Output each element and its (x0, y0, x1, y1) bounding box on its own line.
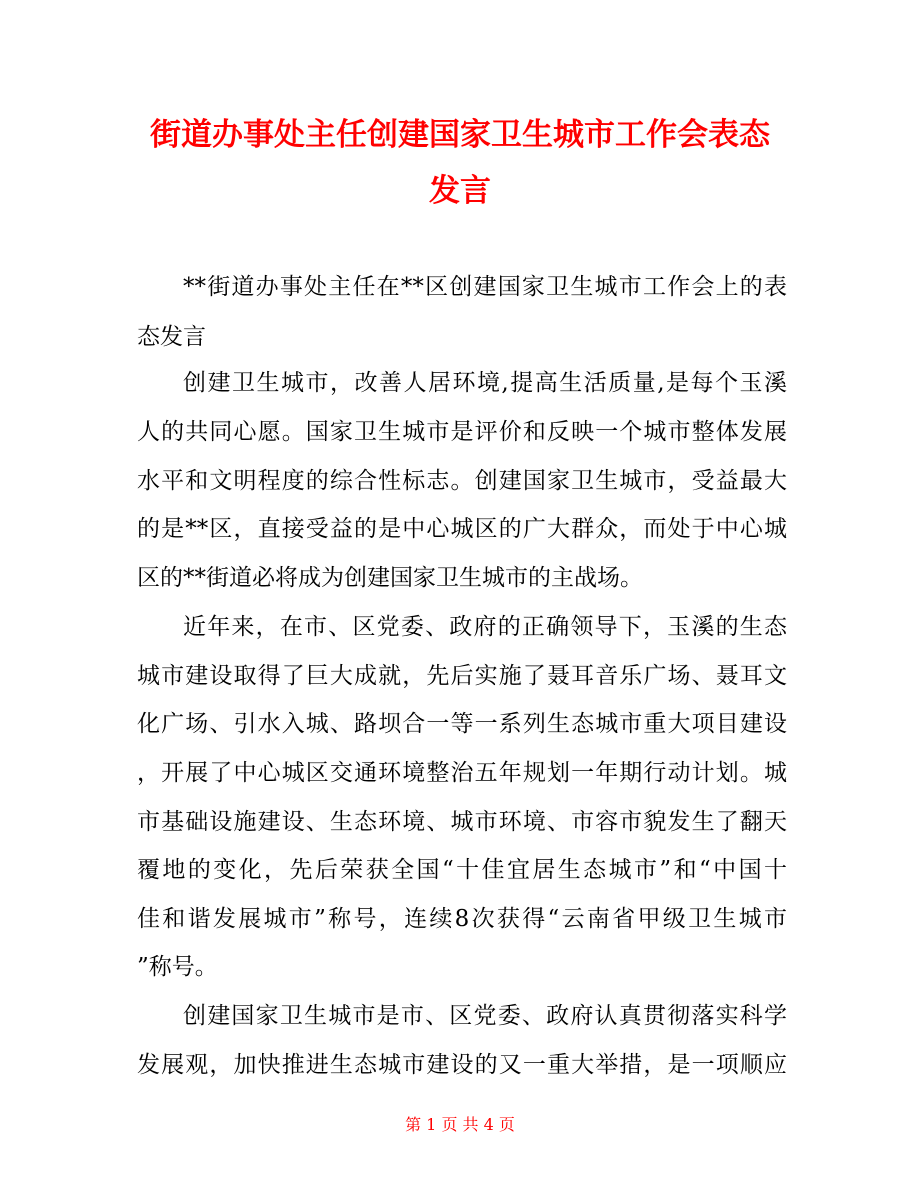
paragraph-line: 覆地的变化，先后荣获全国“十佳宜居生态城市”和“中国十 (137, 857, 787, 883)
paragraph-line: 佳和谐发展城市”称号，连续8次获得“云南省甲级卫生城市 (137, 906, 787, 932)
paragraph-line: ”称号。 (137, 954, 218, 980)
paragraph-line: 发展观，加快推进生态城市建设的又一重大举措，是一项顺应 (137, 1052, 787, 1078)
paragraph-line: 区的**街道必将成为创建国家卫生城市的主战场。 (137, 565, 643, 591)
paragraph-line: 近年来，在市、区党委、政府的正确领导下，玉溪的生态 (183, 614, 787, 640)
page-number-footer: 第 1 页 共 4 页 (405, 1115, 515, 1134)
paragraph-line: 水平和文明程度的综合性标志。创建国家卫生城市，受益最大 (137, 468, 787, 494)
paragraph-line: 化广场、引水入城、路坝合一等一系列生态城市重大项目建设 (137, 711, 787, 737)
paragraph-line: 创建国家卫生城市是市、区党委、政府认真贯彻落实科学 (183, 1003, 787, 1029)
paragraph-line: 城市建设取得了巨大成就，先后实施了聂耳音乐广场、聂耳文 (137, 663, 787, 689)
paragraph-line: ，开展了中心城区交通环境整治五年规划一年期行动计划。城 (137, 760, 787, 786)
paragraph-line: 创建卫生城市，改善人居环境,提高生活质量,是每个玉溪 (183, 370, 787, 396)
paragraph-line: 市基础设施建设、生态环境、城市环境、市容市貌发生了翻天 (137, 809, 787, 835)
paragraph-line: 的是**区，直接受益的是中心城区的广大群众，而处于中心城 (137, 516, 787, 542)
document-title-line-1: 街道办事处主任创建国家卫生城市工作会表态 (150, 117, 770, 153)
paragraph-line: 人的共同心愿。国家卫生城市是评价和反映一个城市整体发展 (137, 419, 787, 445)
paragraph-line: 态发言 (137, 324, 206, 350)
document-title-line-2: 发言 (429, 173, 491, 209)
paragraph-line: **街道办事处主任在**区创建国家卫生城市工作会上的表 (183, 274, 787, 300)
